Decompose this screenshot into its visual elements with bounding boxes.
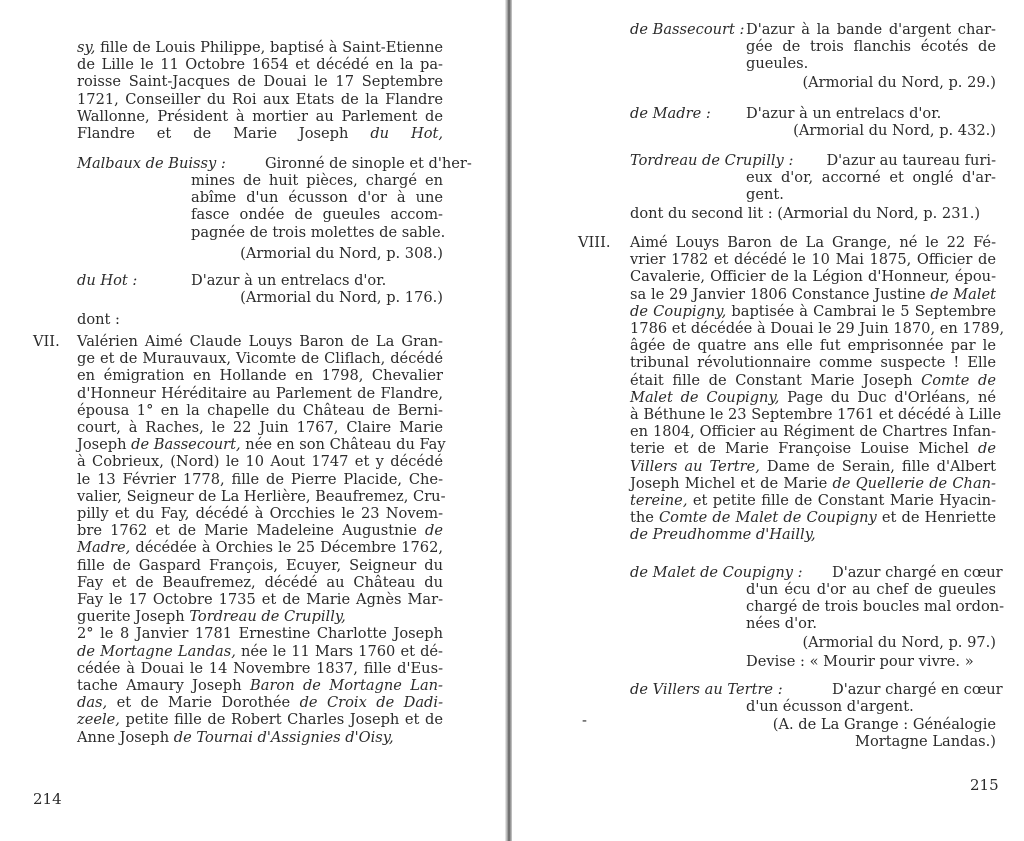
arms-malet-ref: (Armorial du Nord, p. 97.) [802,634,996,651]
text-line: fille de Gaspard François, Ecuyer, Seigneur du [77,556,443,574]
section-vii-paragraph [77,333,446,746]
text-line: Valérien Aimé Claude Louys Baron de La Gran- [77,333,443,350]
text-line: à Béthune le 23 Septembre 1761 et décédé à Lille [630,406,1002,424]
text-line: de Coupigny, baptisée à Cambrai le 5 Septembre [630,302,996,320]
text-line: le 13 Février 1778, fille de Pierre Placide, Che- [77,470,443,488]
arms-malbaux-name: Malbaux de Buissy : [77,155,226,172]
arms-du-hot-ref: (Armorial du Nord, p. 176.) [240,289,443,306]
text-line: ge et de Murauvaux, Vicomte de Cliflach, décédé [77,350,443,368]
text-line: pagnée de trois molettes de sable. [191,223,446,241]
arms-malet-name: de Malet de Coupigny : [630,564,803,581]
section-vii-numeral: VII. [33,333,60,350]
text-line: Joseph de Bassecourt, née en son Château du Fay [77,436,446,454]
text-line: Malet de Coupigny, Page du Duc d'Orléans, né [630,388,996,406]
arms-du-hot-name: du Hot : [77,272,138,289]
text-line: fasce ondée de gueules accom- [191,206,443,224]
arms-tordreau-name: Tordreau de Crupilly : [630,152,794,169]
text-line: cédée à Douai le 14 Novembre 1837, fille d'Eus- [77,659,443,677]
text-line: guerite Joseph Tordreau de Crupilly, [77,608,346,626]
text-line: en émigration en Hollande en 1798, Chevalier [77,367,443,385]
text-line: en 1804, Officier au Régiment de Chartres Infan- [630,423,996,441]
text-line: valier, Seigneur de La Herlière, Beaufremez, Cru- [77,487,446,505]
arms-bassecourt-ref: (Armorial du Nord, p. 29.) [802,74,996,91]
book-gutter [505,0,512,841]
stray-dash: - [582,712,587,729]
text-line: de Mortagne Landas, née le 11 Mars 1760 et dé- [77,642,443,660]
text-line: 1721, Conseiller du Roi aux Etats de la Flandre [77,90,443,108]
text-line: tribunal révolutionnaire comme suspecte ! Elle [630,354,996,372]
text-line: Madre, décédée à Orchies le 25 Décembre 1762, [77,539,443,557]
text-line: gée de trois flanchis écotés de [746,38,996,56]
text-line: terie et de Marie Françoise Louise Michel de [630,440,996,458]
text-line: sy, fille de Louis Philippe, baptisé à Saint-Etienne [77,39,443,56]
arms-madre-name: de Madre : [630,105,711,122]
text-line: Villers au Tertre, Dame de Serain, fille d'Albert [630,457,996,475]
text-line: 1786 et décédée à Douai le 29 Juin 1870, en 1789, [630,320,1005,338]
text-line: mines de huit pièces, chargé en [191,172,443,189]
text-line: roisse Saint-Jacques de Douai le 17 Septembre [77,73,443,91]
arms-malbaux-ref: (Armorial du Nord, p. 308.) [240,245,443,262]
arms-villers-ref-2: Mortagne Landas.) [855,733,996,750]
text-line: zeele, petite fille de Robert Charles Joseph et de [77,711,443,729]
arms-villers-text [746,698,996,715]
arms-villers-ref-1: (A. de La Grange : Généalogie [772,716,996,733]
arms-tordreau-text [746,169,996,203]
text-line: gent. [746,186,784,204]
arms-malbaux-text [191,172,446,241]
text-line: eux d'or, accorné et onglé d'ar- [746,169,996,186]
text-line: d'un écu d'or au chef de gueules [746,581,996,598]
text-line: tache Amaury Joseph Baron de Mortagne Lan- [77,677,443,695]
arms-madre-text: D'azur à un entrelacs d'or. [746,105,942,122]
text-line: nées d'or. [746,615,817,633]
dont-label: dont : [77,311,120,328]
text-line: the Comte de Malet de Coupigny et de Henriette [630,509,996,527]
arms-tordreau-first-line: D'azur au taureau furi- [826,152,996,169]
text-line: était fille de Constant Marie Joseph Comte de [630,371,996,389]
right-page [512,0,1024,841]
text-line: chargé de trois boucles mal ordon- [746,598,1005,616]
text-line: bre 1762 et de Marie Madeleine Augustnie de [77,522,443,540]
text-line: d'un écusson d'argent. [746,698,914,715]
text-line: Fay le 17 Octobre 1735 et de Marie Agnès Mar- [77,591,443,609]
arms-malet-first-line: D'azur chargé en cœur [832,564,1003,581]
text-line: 2° le 8 Janvier 1781 Ernestine Charlotte Joseph [77,625,443,643]
text-line: Wallonne, Président à mortier au Parlement de [77,107,443,125]
text-line: sa le 29 Janvier 1806 Constance Justine de Malet [630,285,996,303]
text-line: tereine, et petite fille de Constant Marie Hyacin- [630,492,996,510]
arms-malet-motto: Devise : « Mourir pour vivre. » [746,653,974,670]
text-line: Cavalerie, Officier de la Légion d'Honneur, épou- [630,268,996,286]
text-line: D'azur à la bande d'argent char- [746,21,996,38]
arms-villers-first-line: D'azur chargé en cœur [832,681,1003,698]
text-line: pilly et du Fay, décédé à Orcchies le 23 Novem- [77,505,443,523]
text-line: abîme d'un écusson d'or à une [191,189,443,207]
text-line: Aimé Louys Baron de La Grange, né le 22 Fé- [630,234,996,251]
text-line: Flandre et de Marie Joseph du Hot, [77,125,443,143]
text-line: épousa 1° en la chapelle du Château de Berni- [77,401,443,419]
text-line: de Lille le 11 Octobre 1654 et décédé en la pa- [77,56,443,74]
text-line: de Preudhomme d'Hailly, [630,526,816,544]
text-line: court, à Raches, le 22 Juin 1767, Claire Marie [77,419,443,437]
text-line: âgée de quatre ans elle fut emprisonnée par le [630,337,996,355]
arms-bassecourt-name: de Bassecourt : [630,21,745,38]
text-line: vrier 1782 et décédé le 10 Mai 1875, Officier de [630,251,996,269]
text-line: d'Honneur Héréditaire au Parlement de Flandre, [77,384,443,402]
text-line: Joseph Michel et de Marie de Quellerie de Chan- [630,474,996,492]
arms-villers-name: de Villers au Tertre : [630,681,783,698]
text-line: gueules. [746,55,809,73]
text-line: à Cobrieux, (Nord) le 10 Aout 1747 et y décédé [77,453,443,471]
left-page [0,0,505,841]
intro-paragraph [77,39,443,142]
arms-malbaux-first-line: Gironné de sinople et d'her- [265,155,472,172]
page-number-right: 215 [970,776,999,794]
section-viii-paragraph [630,234,1005,544]
dont-second-lit: dont du second lit : (Armorial du Nord, p. 231.) [630,205,981,222]
text-line: Anne Joseph de Tournai d'Assignies d'Oisy, [77,728,394,746]
arms-malet-text [746,581,1005,633]
arms-bassecourt-text [746,21,996,73]
page-number-left: 214 [33,790,62,808]
text-line: das, et de Marie Dorothée de Croix de Dadi- [77,694,444,712]
section-viii-numeral: VIII. [578,234,611,251]
arms-madre-ref: (Armorial du Nord, p. 432.) [793,122,996,139]
arms-du-hot-text: D'azur à un entrelacs d'or. [191,272,387,289]
text-line: Fay et de Beaufremez, décédé au Château du [77,573,443,591]
